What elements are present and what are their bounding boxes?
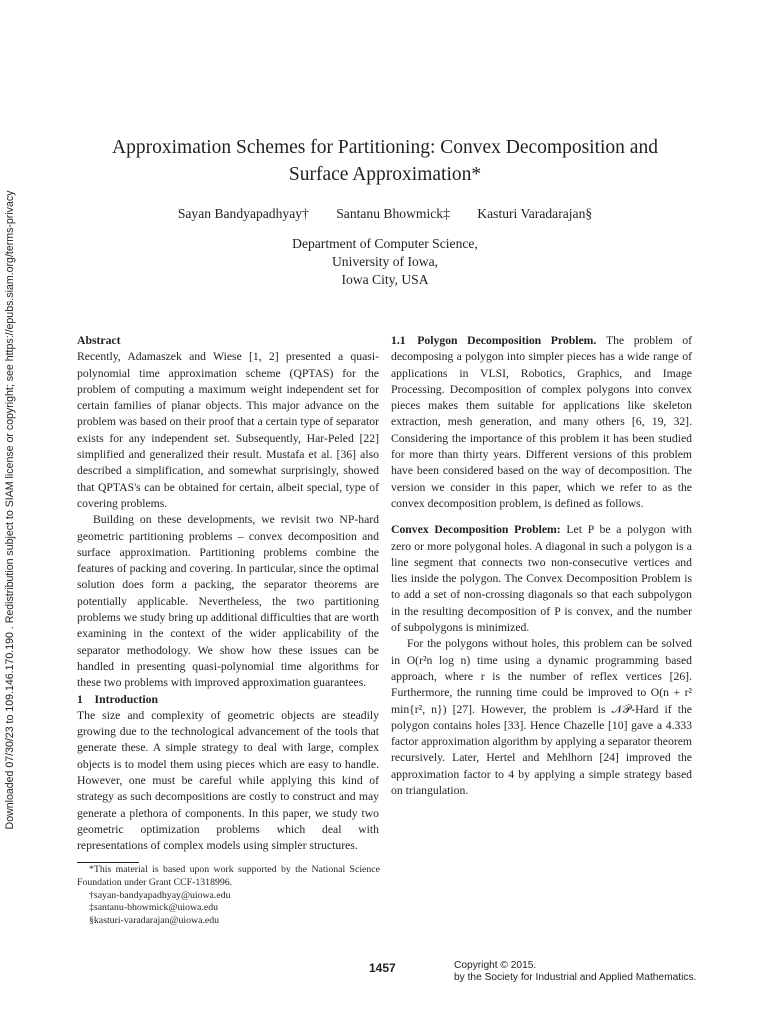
abstract-heading: Abstract — [77, 334, 121, 347]
download-notice-text: Downloaded 07/30/23 to 109.146.170.190 . Redistribution subject to SIAM license or copyright; see https://epubs.siam.org/terms-privacy — [4, 190, 16, 830]
convex-decomposition-related-work: For the polygons without holes, this problem can be solved in O(r²n log n) time using a dynamic programming based approach, where r is the number of reflex vertices [26]. Furthermore, the running time could be improved to O(n + r² min{r², n}) [27]. However, the problem is 𝒩𝒫-Hard if the polygon contains holes [33]. Hence Chazelle [10] gave a 4.333 factor approximation algorithm by applying a separator theorem recursively. Later, Hertel and Mehlhorn [24] improved the approximation factor to 4 by applying a simple strategy based on triangulation. — [391, 637, 692, 798]
author-list — [60, 206, 710, 222]
footnotes — [77, 864, 380, 928]
affiliation-line-3: Iowa City, USA — [341, 272, 429, 287]
abstract-paragraph-2: Building on these developments, we revisit two NP-hard geometric partitioning problems – convex decomposition and surface approximation. Partitioning problems combine the features of packing and covering. In particular, since the optimal solution does form a packing, the separator theorems are potentially applicable. Nevertheless, the two partitioning problems we study bring up additional difficulties that are worth examining in the context of the wider applicability of the separator methodology. We show how these issues can be handled in presenting quasi-polynomial time algorithms for these two problems with improved approximation guarantees. — [77, 513, 379, 690]
page-number: 1457 — [369, 961, 396, 975]
footnote-funding: *This material is based upon work supported by the National Science Foundation under Grant CCF-1318996. — [77, 864, 380, 888]
affiliation-line-2: University of Iowa, — [331, 254, 439, 269]
download-notice — [2, 150, 18, 870]
footnote-email-3: §kasturi-varadarajan@uiowa.edu — [89, 915, 220, 927]
convex-decomposition-paragraph — [391, 522, 692, 636]
footnote-email-2: ‡santanu-bhowmick@uiowa.edu — [89, 902, 219, 914]
convex-decomposition-heading: Convex Decomposition Problem: — [391, 523, 561, 537]
subsection-heading — [391, 333, 692, 512]
author-3: Kasturi Varadarajan§ — [477, 206, 593, 221]
copyright-notice — [454, 960, 696, 985]
subsection-title: 1.1 Polygon Decomposition Problem. — [391, 334, 597, 347]
convex-decomposition-definition: Let P be a polygon with zero or more polygonal holes. A diagonal in such a polygon is a line segment that connects two non-consecutive vertices and lies inside the polygon. The Convex Decomposition Problem is to add a set of non-crossing diagonals so that each subpolygon in the resulting decomposition of P is convex, and the number of subpolygons is minimized. — [391, 523, 693, 635]
copyright-line-2: by the Society for Industrial and Applied Mathematics. — [454, 972, 697, 984]
title-line-2: Surface Approximation* — [288, 164, 482, 185]
title-line-1: Approximation Schemes for Partitioning: Convex Decomposition and — [112, 137, 658, 158]
affiliation — [60, 235, 710, 289]
affiliation-line-1: Department of Computer Science, — [292, 236, 478, 251]
introduction-paragraph: The size and complexity of geometric objects are steadily growing due to the technological advancement of the tools that generate these. A simple strategy to deal with large, complex objects is to model them using pieces which are easy to handle. However, one must be careful while applying this kind of strategy as such decompositions are costly to construct and may generate a plethora of components. In this paper, we study two geometric optimization problems which deal with representations of complex models using simpler structures. — [77, 708, 379, 853]
author-2: Santanu Bhowmick‡ — [336, 206, 450, 221]
left-column — [77, 333, 379, 855]
subsection-paragraph: The problem of decomposing a polygon into simpler pieces has a wide range of applications in VLSI, Robotics, Graphics, and Image Processing. Decomposition of complex polygons into convex pieces makes them suitable for applications like skeleton extraction, mesh generation, and many others [6, 19, 32]. Considering the importance of this problem it has been studied for more than thirty years. Different versions of this problem have been considered based on the way of decomposition. The version we consider in this paper, which we refer to as the convex decomposition problem, is defined as follows. — [391, 334, 692, 510]
paper-title — [60, 134, 710, 188]
footnote-rule — [77, 862, 139, 863]
abstract-paragraph-1: Recently, Adamaszek and Wiese [1, 2] presented a quasi-polynomial time approximation scheme (QPTAS) for the problem of computing a maximum weight independent set for certain families of planar objects. This major advance on the problem was based on their proof that a certain type of separator exists for any independent set. Subsequently, Har-Peled [22] simplified and generalized their result. Mustafa et al. [36] also described a simplification, and somewhat surprisingly, showed that QPTAS's can be obtained for certain, albeit special, type of covering problems. — [77, 350, 379, 510]
author-1: Sayan Bandyapadhyay† — [177, 206, 309, 221]
right-column — [391, 333, 692, 799]
footnote-email-1: †sayan-bandyapadhyay@uiowa.edu — [89, 889, 231, 901]
copyright-line-1: Copyright © 2015. — [454, 960, 537, 971]
introduction-heading: 1 Introduction — [77, 692, 158, 706]
